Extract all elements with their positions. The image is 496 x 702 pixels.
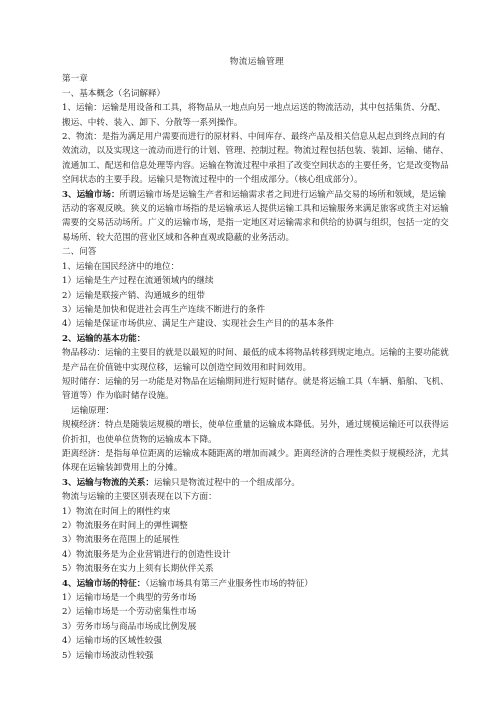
paragraph-distance-economy: 距离经济：是指每单位距离的运输成本随距离的增加而减少。距离经济的合理性类似于规模经济，尤其体现在运输装卸费用上的分摊。 [62,448,449,474]
question-2: 2、运输的基本功能： [62,333,146,344]
question-3-answer: 运输只是物流过程中的一个组成部分。 [153,477,301,488]
list-item: 3）劳务市场与商品市场成比例发展 [62,621,197,632]
subheading-principles: 运输原理： [71,405,114,416]
list-item: 3）运输是加快和促进社会再生产连续不断进行的条件 [62,304,266,315]
paragraph-goods-movement: 物品移动：运输的主要目的就是以最短的时间、最低的成本将物品转移到规定地点。运输的主要功能就是产品在价值链中实现位移，运输可以创造空间效用和时间效用。 [62,348,449,373]
term-transport-market: 3、运输市场： [62,189,120,200]
question-4 [62,577,452,591]
list-item: 2）运输市场是一个劳动密集性市场 [62,607,197,618]
list-item: 3）物流服务在范围上的延展性 [62,535,180,546]
question-4-title: 4、运输市场的特征： [62,578,146,589]
paragraph-transport: 1、运输：运输是用设备和工具，将物品从一地点向另一地点运送的物流活动，其中包括集货、分配、搬运、中转、装入、卸下、分散等一系列操作。 [62,103,446,128]
section-heading-qa: 二、问答 [62,247,97,258]
list-item: 2）物流服务在时间上的弹性调整 [62,521,188,531]
document-title: 物流运输管理 [229,57,285,67]
paragraph-logistics: 2、物流：是指为满足用户需要而进行的原材料、中间库存、最终产品及相关信息从起点到终点间的有效流动，以及实现这一流动而进行的计划、管理、控制过程。物流过程包括包装、装卸、运输、储存、流通加工、配送和信息处理等内容。运输在物流过程中承担了改变空间状态的主要任务，它是改变物品空间状态的主要手段。运输只是物流过程中的一个组成部分。（核心组成部分）。 [62,132,449,186]
list-item: 1）运输是生产过程在流通领域内的继续 [62,276,214,287]
paragraph-short-storage: 短时储存：运输的另一功能是对物品在运输期间进行短时储存。就是将运输工具（车辆、船舶、飞机、管道等）作为临时储存设施。 [62,376,449,402]
list-item: 1）运输市场是一个典型的劳务市场 [62,593,197,604]
paragraph-transport-market [62,188,452,246]
list-item: 4）运输市场的区域性较强 [62,636,162,647]
list-item: 1）物流在时间上的刚性约束 [62,506,171,517]
list-item: 5）运输市场波动性较强 [62,650,154,661]
list-item: 4）物流服务是为企业营销进行的创造性设计 [62,549,231,560]
question-3 [62,476,452,490]
list-item: 4）运输是保证市场供应、满足生产建设、实现社会生产目的的基本条件 [62,319,334,330]
question-3-title: 3、运输与物流的关系： [62,477,154,488]
question-1: 1、运输在国民经济中的地位： [62,261,180,272]
question-3-intro: 物流与运输的主要区别表现在以下方面： [62,492,217,503]
paragraph-scale-economy: 规模经济：特点是随装运规模的增长，使单位重量的运输成本降低。另外，通过规模运输还可以获得运价折扣，也使单位货物的运输成本下降。 [62,420,449,445]
chapter-heading: 第一章 [62,74,88,85]
list-item: 5）物流服务在实力上须有长期伙伴关系 [62,564,214,575]
definition-transport-market: 所谓运输市场是运输生产者和运输需求者之间进行运输产品交易的场所和领域，是运输活动的客观反映。狭义的运输市场指的是运输承运人提供运输工具和运输服务来满足旅客或货主对运输需要的交易活动场所。广义的运输市场，是指一定地区对运输需求和供给的协调与组织，包括一定的交易场所、较大范围的营业区域和各种直观或隐蔽的业务活动。 [62,189,449,243]
section-heading-concepts: 一、基本概念（名词解释） [62,88,166,99]
list-item: 2）运输是联接产销、沟通城乡的纽带 [62,290,205,301]
question-4-note: （运输市场具有第三产业服务性市场的特征） [145,578,313,589]
